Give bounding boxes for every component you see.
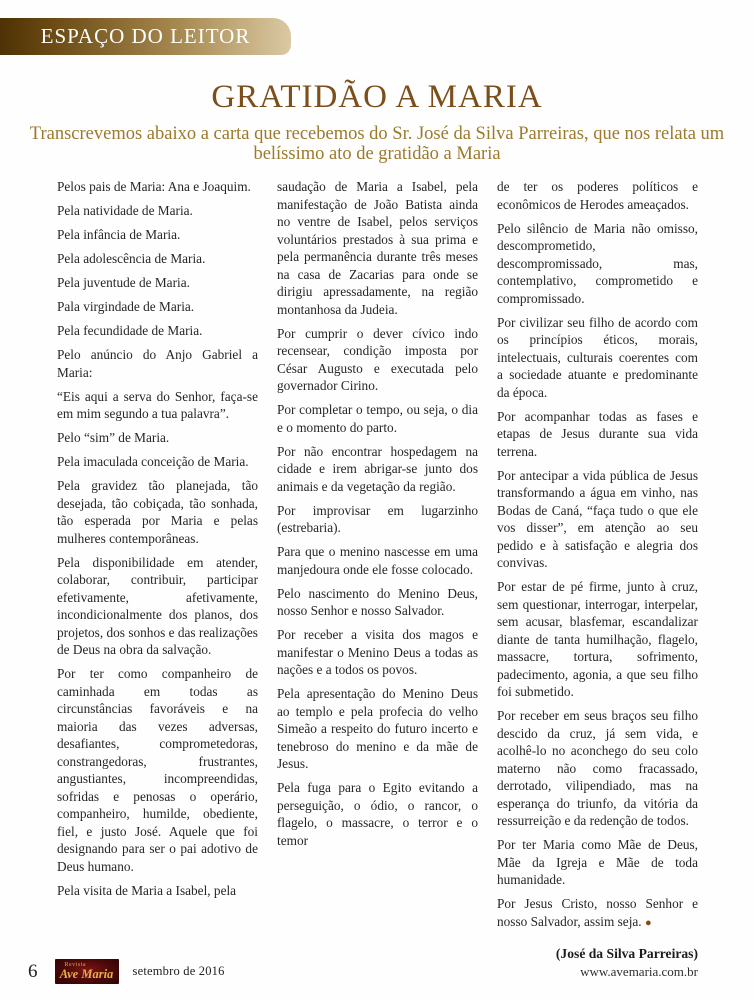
text-column-3-paragraphs <box>497 178 698 889</box>
text-column-2 <box>277 178 478 892</box>
page-number: 6 <box>28 960 38 982</box>
website-url: www.avemaria.com.br <box>580 963 698 979</box>
paragraph: Por cumprir o dever cívico indo recensear, condição imposta por César Augusto e executada pelo governador Cirino. <box>277 325 478 393</box>
paragraph: Pela natividade de Maria. <box>57 203 193 218</box>
paragraph: Pela juventude de Maria. <box>57 275 190 290</box>
logo-revista-text: Revista <box>64 961 86 968</box>
end-bullet-icon: ● <box>644 916 652 929</box>
text-column-3 <box>497 178 698 961</box>
paragraph: Por ter como companheiro de caminhada em todas as circunstâncias favoráveis e na maioria das vezes adversas, desafiantes, comprometedoras, constrangedoras, frustrantes, angustiantes, incompreendidas, sofridas e penosas o operário, companheiro, humilde, obediente, fiel, e justo José. Aquele que foi designando para ser o pai adotivo de Deus humano. <box>57 666 258 874</box>
closing-paragraph <box>497 895 698 932</box>
paragraph: Por não encontrar hospedagem na cidade e irem abrigar-se junto dos animais e da vegetação da região. <box>277 443 478 494</box>
paragraph: Por receber em seus braços seu filho descido da cruz, já sem vida, e acolhê-lo no aconchego do seu colo materno não como fracassado, derrotado, vilipendiado, mas na esperança do triunfo, da vitória da ressurreição e da redenção de todos. <box>497 708 698 828</box>
text-column-1 <box>57 178 258 898</box>
author-signature: (José da Silva Parreiras) <box>555 946 698 961</box>
paragraph: Pelo silêncio de Maria não omisso, descomprometido, descompromissado, mas, contemplativo, comprometido e compromissado. <box>497 220 698 306</box>
article-header <box>0 80 754 164</box>
paragraph: Pela apresentação do Menino Deus ao templo e pela profecia do velho Simeão a respeito do futuro incerto e tenebroso do menino e da mãe de Jesus. <box>277 686 478 771</box>
paragraph: Para que o menino nascesse em uma manjedoura onde ele fosse colocado. <box>277 544 478 577</box>
paragraph: saudação de Maria a Isabel, pela manifestação de João Batista ainda no ventre de Isabel, pelos serviços voluntários prestados à sua prima e pela permanência durante três meses na casa de Zacarias para onde se dirigiu apressadamente, na região montanhosa da Judeia. <box>277 179 478 317</box>
article-subtitle: Transcrevemos abaixo a carta que recebemos do Sr. José da Silva Parreiras, que nos relata um belíssimo ato de gratidão a Maria <box>29 123 725 164</box>
issue-date: setembro de 2016 <box>132 964 225 978</box>
paragraph: Por civilizar seu filho de acordo com os princípios éticos, morais, intelectuais, culturais coerentes com a sociedade atuante e predominante da época. <box>497 314 698 400</box>
section-banner <box>0 18 291 55</box>
ave-maria-logo <box>55 959 119 984</box>
paragraph: Por receber a visita dos magos e manifestar o Menino Deus a todas as nações e a todos os povos. <box>277 627 478 677</box>
paragraph: “Eis aqui a serva do Senhor, faça-se em mim segundo a tua palavra”. <box>57 388 258 421</box>
paragraph: Pela infância de Maria. <box>57 227 181 242</box>
paragraph: Pela fecundidade de Maria. <box>57 323 203 338</box>
paragraph: Pela visita de Maria a Isabel, pela <box>57 882 237 898</box>
paragraph: Pelos pais de Maria: Ana e Joaquim. <box>57 179 251 194</box>
logo-avemaria-text: Ave Maria <box>59 966 114 981</box>
paragraph: Por ter Maria como Mãe de Deus, Mãe da Igreja e Mãe de toda humanidade. <box>497 837 698 887</box>
paragraph: Pelo “sim” de Maria. <box>57 430 170 445</box>
paragraph: Por completar o tempo, ou seja, o dia e o momento do parto. <box>277 402 478 435</box>
page-title: GRATIDÃO A MARIA <box>211 79 543 115</box>
paragraph: Pela fuga para o Egito evitando a perseguição, o ódio, o rancor, o flagelo, o massacre, o terror e o temor <box>277 780 478 848</box>
paragraph: Pela imaculada conceição de Maria. <box>57 454 249 469</box>
paragraph: Pala virgindade de Maria. <box>57 299 195 314</box>
paragraph: Por estar de pé firme, junto à cruz, sem questionar, interrogar, interpelar, sem acusar, blasfemar, escandalizar diante de tanta humilhação, flagelo, massacre, tortura, sofrimento, padecimento, agonia, a que seu filho foi submetido. <box>497 579 698 699</box>
paragraph: Pela adolescência de Maria. <box>57 251 206 266</box>
closing-text: Por Jesus Cristo, nosso Senhor e nosso Salvador, assim seja. <box>497 896 698 929</box>
section-banner-label: ESPAÇO DO LEITOR <box>40 24 251 48</box>
paragraph: Por acompanhar todas as fases e etapas de Jesus durante sua vida terrena. <box>497 408 698 459</box>
page-footer <box>0 959 754 984</box>
paragraph: Por antecipar a vida pública de Jesus transformando a água em vinho, nas Bodas de Caná, “faça tudo o que ele vos disser”, em atenção ao seu pedido e à satisfação e alegria dos convivas. <box>497 467 698 570</box>
paragraph: Pelo nascimento do Menino Deus, nosso Senhor e nosso Salvador. <box>277 585 478 618</box>
article-body <box>57 178 698 961</box>
paragraph: Por improvisar em lugarzinho (estrebaria). <box>277 502 478 535</box>
paragraph: Pelo anúncio do Anjo Gabriel a Maria: <box>57 347 258 380</box>
paragraph: Pela gravidez tão planejada, tão desejada, tão cobiçada, tão sonhada, tão esperada por Maria e pelas mulheres contemporâneas. <box>57 478 258 546</box>
paragraph: de ter os poderes políticos e econômicos de Herodes ameaçados. <box>497 179 698 212</box>
paragraph: Pela disponibilidade em atender, colaborar, contribuir, participar efetivamente, afetivamente, incondicionalmente dos planos, dos projetos, dos sonhos e das realizações de Deus na obra da salvação. <box>57 554 258 657</box>
